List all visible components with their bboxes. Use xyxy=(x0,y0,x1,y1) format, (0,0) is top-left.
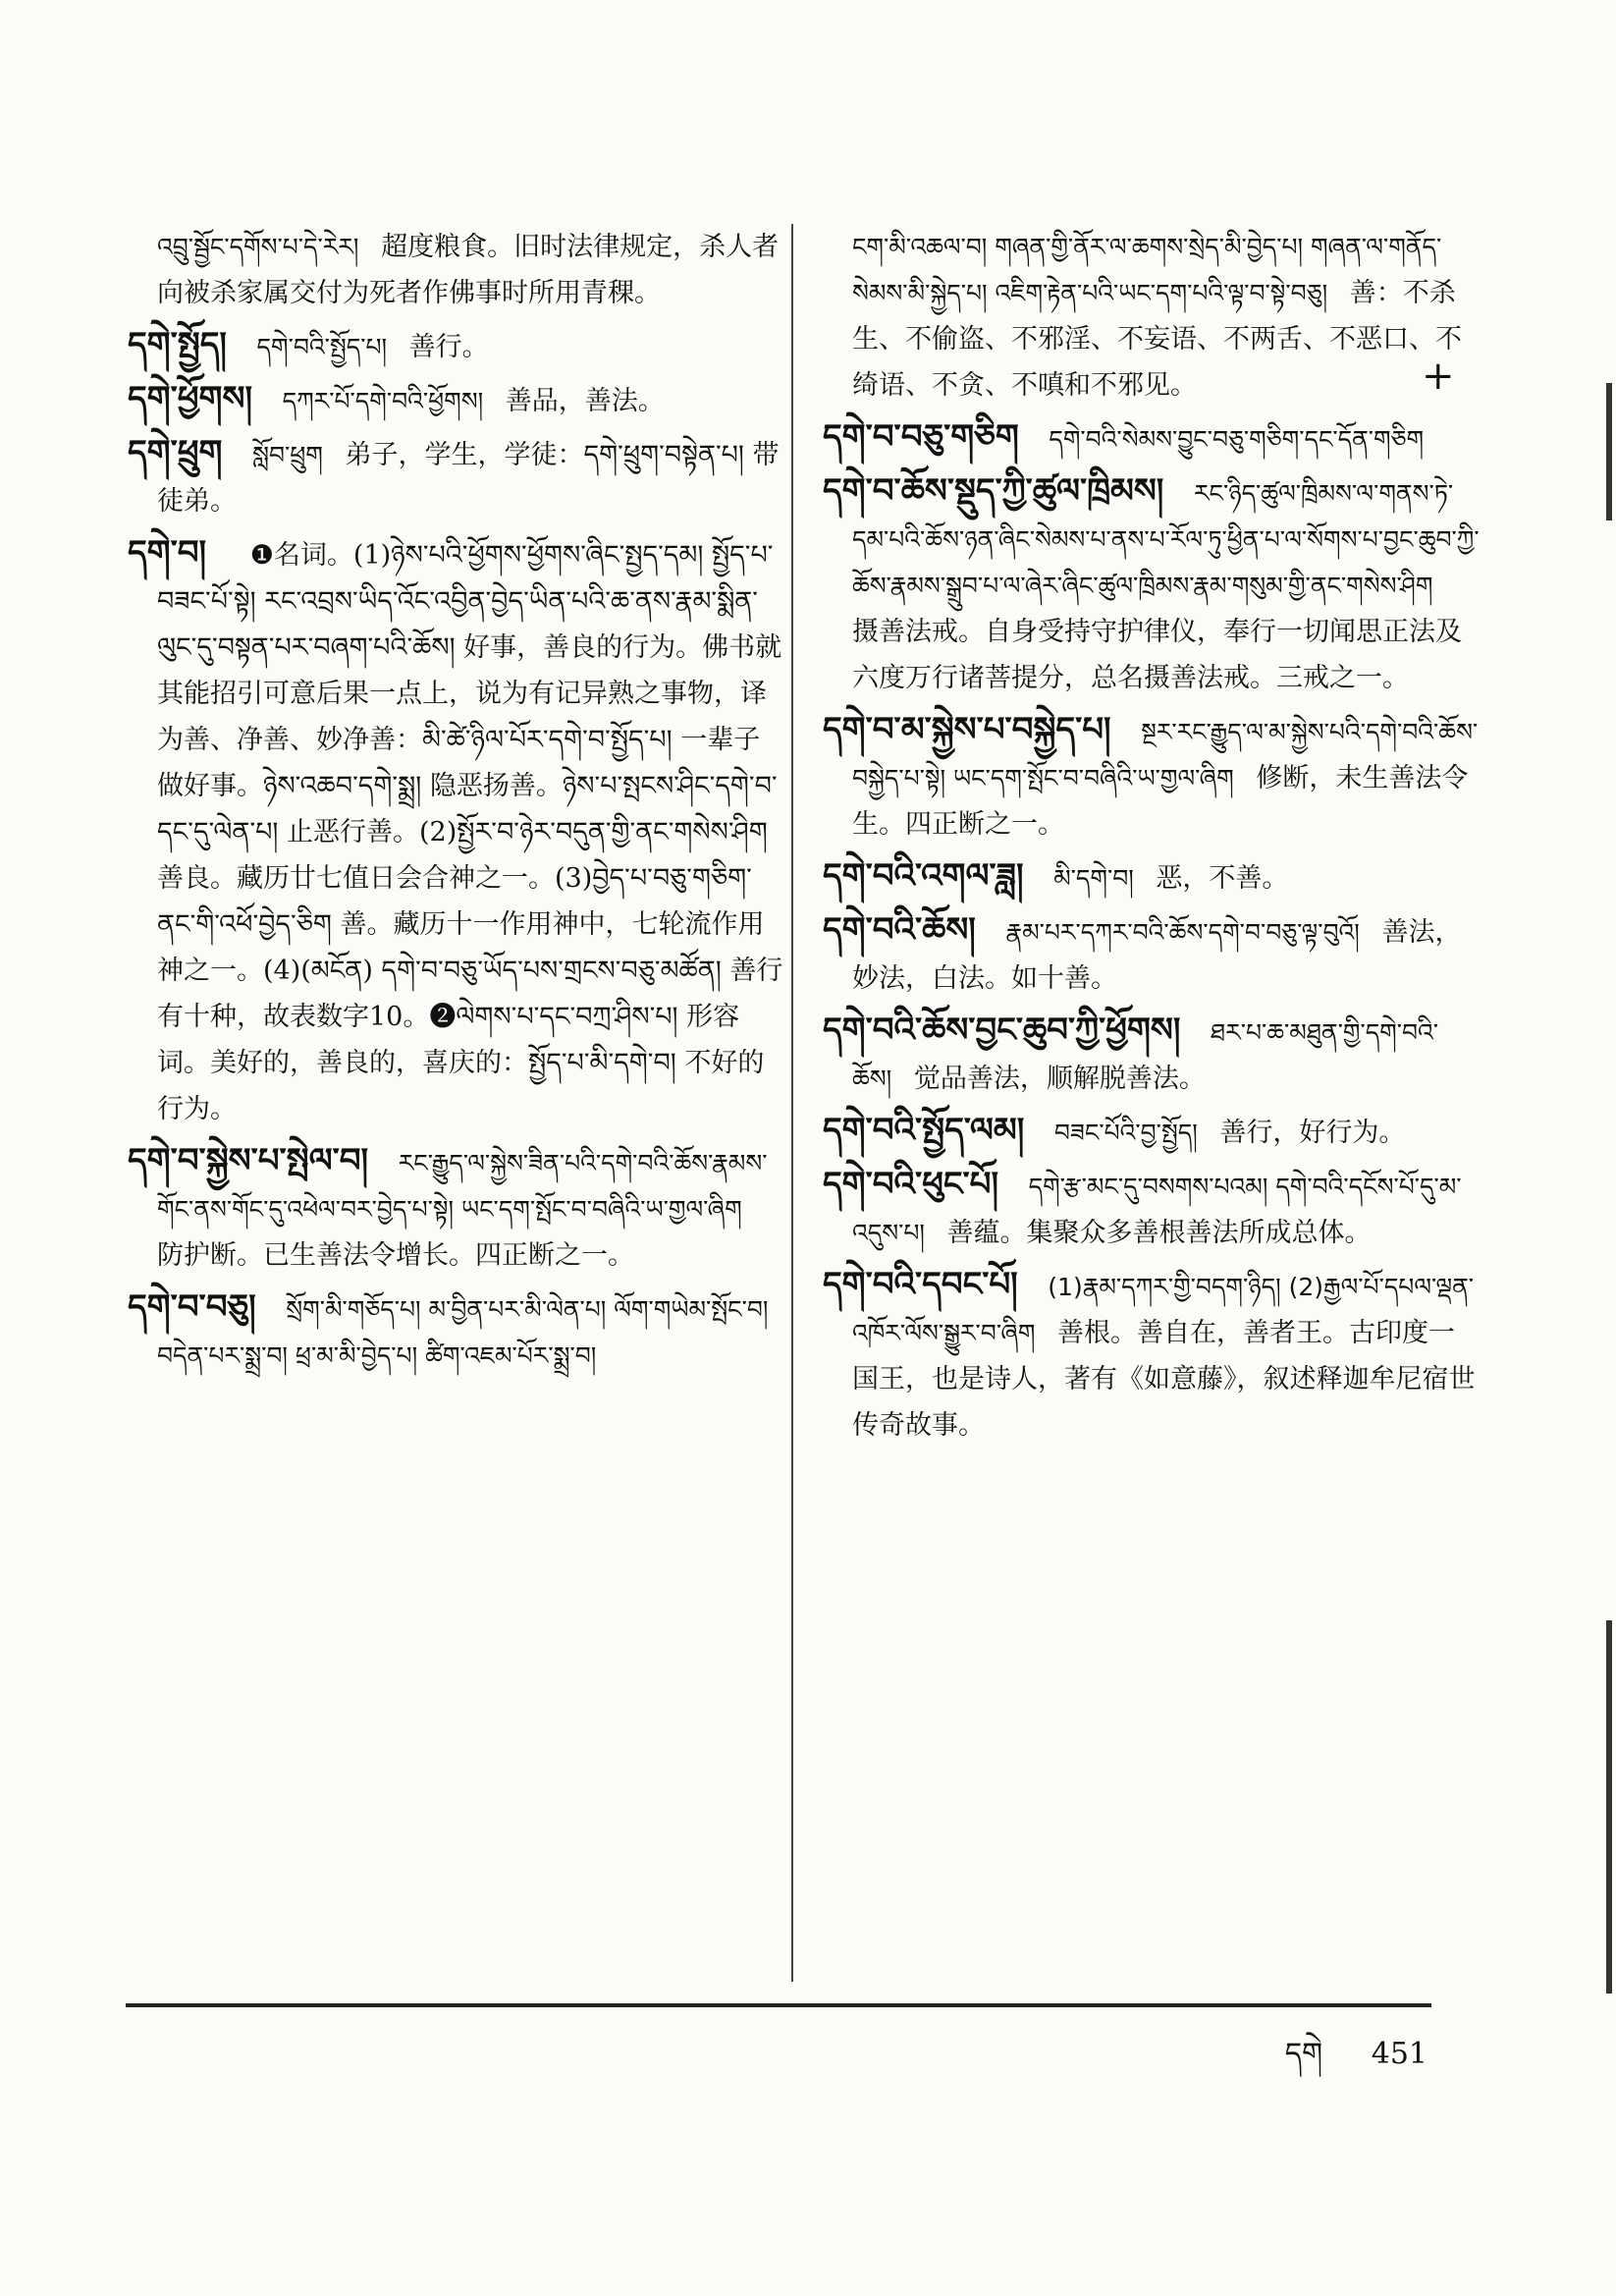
footer-rule xyxy=(126,2003,1431,2007)
running-head: དགེ xyxy=(1284,2037,1323,2071)
chinese-definition: 超度粮食。旧时法律规定，杀人者向被杀家属交付为死者作佛事时所用青稞。 xyxy=(157,232,780,308)
dictionary-entry xyxy=(823,414,1481,463)
chinese-definition: 善品，善法。 xyxy=(505,386,665,416)
headword: དགེ་བ་ཆོས་སྡུད་ཀྱི་ཚུལ་ཁྲིམས། xyxy=(823,471,1164,511)
margin-mark: + xyxy=(1422,354,1455,399)
dictionary-entry xyxy=(128,322,785,370)
headword: དགེ་བ་བཅུ་གཅིག xyxy=(823,417,1019,457)
tibetan-definition: རང་ཉིད་ཚུལ་ཁྲིམས་ལ་གནས་ཏེ་དམ་པའི་ཆོས་ཉན་ཞིང་སེམས་པ་ནས་པ་རོལ་ཏུ་ཕྱིན་པ་ལ་སོགས་པ་བྱང་ཆུབ་ཀྱི་ཆོས་རྣམས་སྒྲུབ་པ་ལ་ཞེར་ཞིང་ཚུལ་ཁྲིམས་རྣམ་གསུམ་གྱི་ནང་གསེས་ཤིག xyxy=(852,479,1480,600)
dictionary-entry xyxy=(823,1162,1481,1256)
chinese-definition: 善根。善自在，善者王。古印度一国王，也是诗人，著有《如意藤》，叙述释迦牟尼宿世传奇故事。 xyxy=(852,1318,1476,1441)
chinese-definition: 善行，好行为。 xyxy=(1219,1118,1406,1148)
tibetan-definition: དཀར་པོ་དགེ་བའི་ཕྱོགས། xyxy=(282,387,484,415)
dictionary-entry xyxy=(823,1108,1481,1156)
tibetan-definition: ཐར་པ་ཆ་མཐུན་གྱི་དགེ་བའི་ཆོས། xyxy=(852,1018,1439,1093)
tibetan-definition: དགེ་བའི་སྤྱོད་པ། xyxy=(256,333,388,361)
tibetan-definition: དགེ་བའི་སེམས་བྱུང་བཅུ་གཅིག་དང་དོན་གཅིག xyxy=(1049,425,1425,454)
scan-edge-mark xyxy=(1606,383,1612,520)
chinese-definition: ❶名词。(1)ཉེས་པའི་ཕྱོགས་ཕྱོགས་ཞིང་སྤྱད་དམ། སྤྱོད་པ་བཟང་པོ་སྟེ། རང་འབྲས་ཡིད་འོང་འབྱིན་བྱེད་ཡིན་པའི་ཆ་ནས་རྣམ་སྨིན་ལུང་དུ་བསྟན་པར་བཞག་པའི་ཆོས། 好事，善良的行为。佛书就其能招引可意后果一点上，说为有记异熟之事物，译为善、净善、妙净善：མི་ཚེ་ཉིལ་པོར་དགེ་བ་སྤྱོད་པ། 一辈子做好事。ཉེས་འཆབ་དགེ་སྨྲ། 隐恶扬善。ཉེས་པ་སྤངས་ཤིང་དགེ་བ་དང་དུ་ལེན་པ། 止恶行善。(2)སྤྱོར་བ་ཉེར་བདུན་གྱི་ནང་གསེས་ཤིག 善良。藏历廿七值日会合神之一。(3)བྱེད་པ་བཅུ་གཅིག་ནང་གི་འཕོ་བྱེད་ཅིག 善。藏历十一作用神中，七轮流作用神之一。(4)(མངོན) དགེ་བ་བཅུ་ཡོད་པས་གྲངས་བཅུ་མཚོན། 善行有十种，故表数字10。❷ལེགས་པ་དང་བཀྲ་ཤིས་པ། 形容词。美好的，善良的，喜庆的：སྤྱོད་པ་མི་དགེ་བ། 不好的行为。 xyxy=(157,540,783,1124)
right-column xyxy=(823,224,1481,1454)
headword: དགེ་བ་མ་སྐྱེས་པ་བསྐྱེད་པ། xyxy=(823,710,1111,749)
dictionary-entry xyxy=(823,853,1481,902)
dictionary-entry xyxy=(823,1262,1481,1449)
headword: དགེ་བའི་ཕུང་པོ། xyxy=(823,1165,999,1204)
headword: དགེ་བའི་འགལ་ཟླ། xyxy=(823,856,1024,896)
headword: དགེ་བ། xyxy=(128,533,207,573)
chinese-definition: 善：不杀生、不偷盗、不邪淫、不妄语、不两舌、不恶口、不绮语、不贪、不嗔和不邪见。 xyxy=(852,278,1462,401)
tibetan-definition: སྔར་རང་རྒྱུད་ལ་མ་སྐྱེས་པའི་དགེ་བའི་ཆོས་བསྐྱེད་པ་སྟེ། ཡང་དག་སྤོང་བ་བཞིའི་ཡ་གྱལ་ཞིག xyxy=(852,718,1479,793)
dictionary-entry xyxy=(128,1138,785,1279)
dictionary-entry xyxy=(128,530,785,1132)
dictionary-entry xyxy=(128,376,785,424)
chinese-definition: 善法，妙法，白法。如十善。 xyxy=(852,917,1462,994)
chinese-definition: 弟子，学生，学徒：དགེ་ཕྲུག་བསྟེན་པ། 带徒弟。 xyxy=(157,440,780,517)
headword: དགེ་བའི་ཆོས་བྱང་ཆུབ་ཀྱི་ཕྱོགས། xyxy=(823,1011,1181,1050)
chinese-definition: 恶，不善。 xyxy=(1156,863,1289,894)
chinese-definition: 防护断。已生善法令增长。四正断之一。 xyxy=(157,1240,634,1271)
tibetan-definition: དགེ་རྩ་མང་དུ་བསགས་པའམ། དགེ་བའི་དངོས་པོ་དུ་མ་འདུས་པ། xyxy=(852,1173,1462,1247)
headword: དགེ་ཕྲུག xyxy=(128,433,223,472)
scan-edge-mark xyxy=(1606,1620,1612,1994)
dictionary-entry xyxy=(852,224,1481,409)
tibetan-definition: ངག་མི་འཆལ་བ། གཞན་གྱི་ནོར་ལ་ཆགས་སྲེད་མི་བྱེད་པ། གཞན་ལ་གནོད་སེམས་མི་སྐྱེད་པ། འཇིག་རྟེན་པའི་ཡང་དག་པའི་ལྟ་བ་སྟེ་བཅུ། xyxy=(852,233,1442,307)
tibetan-definition: མི་དགེ་བ། xyxy=(1053,864,1134,893)
dictionary-entry xyxy=(128,1285,785,1379)
tibetan-definition: སློབ་ཕྲུག xyxy=(252,441,323,469)
tibetan-definition: སྲོག་མི་གཅོད་པ། མ་བྱིན་པར་མི་ལེན་པ། ལོག་གཡེམ་སྤོང་བ། བདེན་པར་སྨྲ་བ། ཕྲ་མ་མི་བྱེད་པ། ཚིག་འཇམ་པོར་སྨྲ་བ། xyxy=(157,1295,769,1370)
dictionary-entry xyxy=(157,224,785,316)
headword: དགེ་བ་བཅུ། xyxy=(128,1287,256,1327)
headword: དགེ་བའི་དབང་པོ། xyxy=(823,1265,1018,1304)
tibetan-definition: འབྲུ་སྦྱོང་དགོས་པ་དེ་རེར། xyxy=(157,233,359,261)
chinese-definition: 摄善法戒。自身受持守护律仪，奉行一切闻思正法及六度万行诸菩提分，总名摄善法戒。三戒之一。 xyxy=(852,617,1462,693)
chinese-definition: 觉品善法，顺解脱善法。 xyxy=(913,1064,1206,1094)
dictionary-entry xyxy=(128,430,785,524)
page-number: 451 xyxy=(1371,2037,1427,2071)
page-footer xyxy=(1285,2021,1427,2104)
headword: དགེ་བ་སྐྱེས་པ་སྤེལ་བ། xyxy=(128,1141,369,1180)
tibetan-definition: བཟང་པོའི་བྱ་སྤྱོད། xyxy=(1053,1119,1198,1147)
tibetan-definition: རང་རྒྱུད་ལ་སྐྱེས་ཟིན་པའི་དགེ་བའི་ཆོས་རྣམས་གོང་ནས་གོང་དུ་འཕེལ་བར་བྱེད་པ་སྟེ། ཡང་དག་སྤོང་བ་བཞིའི་ཡ་གྱལ་ཞིག xyxy=(157,1149,768,1224)
chinese-definition: 善行。 xyxy=(408,332,489,362)
headword: དགེ་བའི་ཆོས། xyxy=(823,910,976,950)
headword: དགེ་ཕྱོགས། xyxy=(128,379,252,418)
headword: དགེ་བའི་སྤྱོད་ལམ། xyxy=(823,1111,1025,1150)
dictionary-entry xyxy=(823,1008,1481,1102)
left-column xyxy=(128,224,785,1385)
chinese-definition: 修断，未生善法令生。四正断之一。 xyxy=(852,763,1469,840)
dictionary-entry xyxy=(823,468,1481,701)
tibetan-definition: (1)རྣམ་དཀར་གྱི་བདག་ཉིད། (2)རྒྱལ་པོ་དཔལ་ལྡན་འཁོར་ལོས་སྒྱུར་བ་ཞིག xyxy=(852,1273,1475,1347)
chinese-definition: 善蕴。集聚众多善根善法所成总体。 xyxy=(946,1218,1372,1248)
dictionary-entry xyxy=(823,707,1481,847)
headword: དགེ་སྤྱོད། xyxy=(128,325,227,364)
tibetan-definition: རྣམ་པར་དཀར་བའི་ཆོས་དགེ་བ་བཅུ་ལྟ་བུའོ། xyxy=(1005,918,1360,947)
column-divider xyxy=(791,224,793,1982)
dictionary-entry xyxy=(823,907,1481,1002)
